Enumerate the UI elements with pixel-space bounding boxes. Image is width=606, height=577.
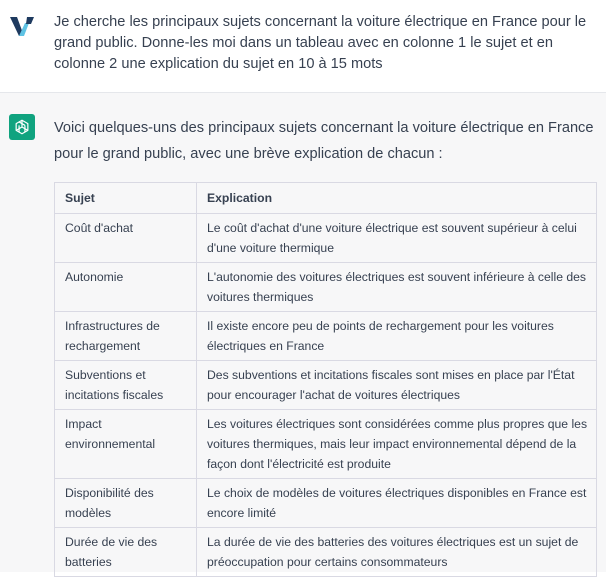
cell-explication: Des subventions et incitations fiscales sont mises en place par l'État pour encourager l'achat de voitures électriques (197, 361, 597, 410)
assistant-intro-text: Voici quelques-uns des principaux sujets concernant la voiture électrique en France pour le grand public, avec une brève explication de chacun : (54, 120, 594, 162)
table-row (55, 214, 597, 263)
table-header-row (55, 183, 597, 214)
cell-sujet: Subventions et incitations fiscales (55, 361, 197, 410)
cell-explication: Il existe encore peu de points de rechargement pour les voitures électriques en France (197, 312, 597, 361)
table-row (55, 361, 597, 410)
topics-table-container (54, 182, 596, 577)
user-message-text: Je cherche les principaux sujets concernant la voiture électrique en France pour le grand public. Donne-les moi dans un tableau avec en colonne 1 le sujet et en colonne 2 une explication du sujet en 10 à 15 mots (54, 14, 587, 72)
cell-explication: Le coût d'achat d'une voiture électrique est souvent supérieur à celui d'une voiture thermique (197, 214, 597, 263)
cell-sujet: Autonomie (55, 263, 197, 312)
table-row (55, 479, 597, 528)
cell-sujet: Infrastructures de rechargement (55, 312, 197, 361)
cell-explication: Le choix de modèles de voitures électriques disponibles en France est encore limité (197, 479, 597, 528)
cell-explication: La durée de vie des batteries des voitures électriques est un sujet de préoccupation pour certains consommateurs (197, 528, 597, 577)
w-logo-icon (9, 14, 35, 40)
header-explication: Explication (197, 183, 597, 214)
cell-sujet: Impact environnemental (55, 410, 197, 479)
openai-logo-icon (9, 114, 35, 140)
cell-explication: L'autonomie des voitures électriques est souvent inférieure à celle des voitures thermiques (197, 263, 597, 312)
assistant-message-turn (0, 93, 606, 572)
table-row (55, 263, 597, 312)
topics-table (54, 182, 597, 577)
user-message-turn (0, 0, 606, 93)
table-row (55, 528, 597, 577)
header-sujet: Sujet (55, 183, 197, 214)
table-row (55, 410, 597, 479)
cell-sujet: Coût d'achat (55, 214, 197, 263)
table-row (55, 312, 597, 361)
cell-explication: Les voitures électriques sont considérées comme plus propres que les voitures thermiques, mais leur impact environnemental dépend de la façon dont l'électricité est produite (197, 410, 597, 479)
cell-sujet: Disponibilité des modèles (55, 479, 197, 528)
cell-sujet: Durée de vie des batteries (55, 528, 197, 577)
